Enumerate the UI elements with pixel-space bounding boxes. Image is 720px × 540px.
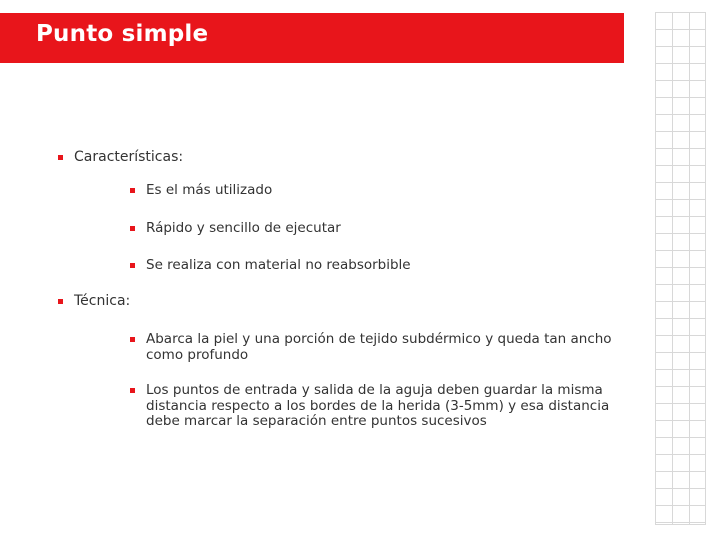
square-bullet-icon <box>130 337 135 342</box>
list-item: Los puntos de entrada y salida de la aguja deben guardar la misma distancia respecto a los bordes de la herida (3-5mm) y esa distancia debe marcar la separación entre puntos sucesivos <box>146 382 610 429</box>
list-item: Rápido y sencillo de ejecutar <box>146 220 341 236</box>
square-bullet-icon <box>58 299 63 304</box>
square-bullet-icon <box>58 155 63 160</box>
section-heading-caracteristicas: Características: <box>74 149 184 165</box>
square-bullet-icon <box>130 263 135 268</box>
square-bullet-icon <box>130 226 135 231</box>
grid-decoration <box>655 12 706 525</box>
square-bullet-icon <box>130 188 135 193</box>
slide-title: Punto simple <box>36 21 209 47</box>
list-item: Abarca la piel y una porción de tejido subdérmico y queda tan ancho como profundo <box>146 331 612 363</box>
list-item: Es el más utilizado <box>146 182 273 198</box>
section-heading-tecnica: Técnica: <box>74 293 131 309</box>
square-bullet-icon <box>130 388 135 393</box>
list-item: Se realiza con material no reabsorbible <box>146 257 411 273</box>
